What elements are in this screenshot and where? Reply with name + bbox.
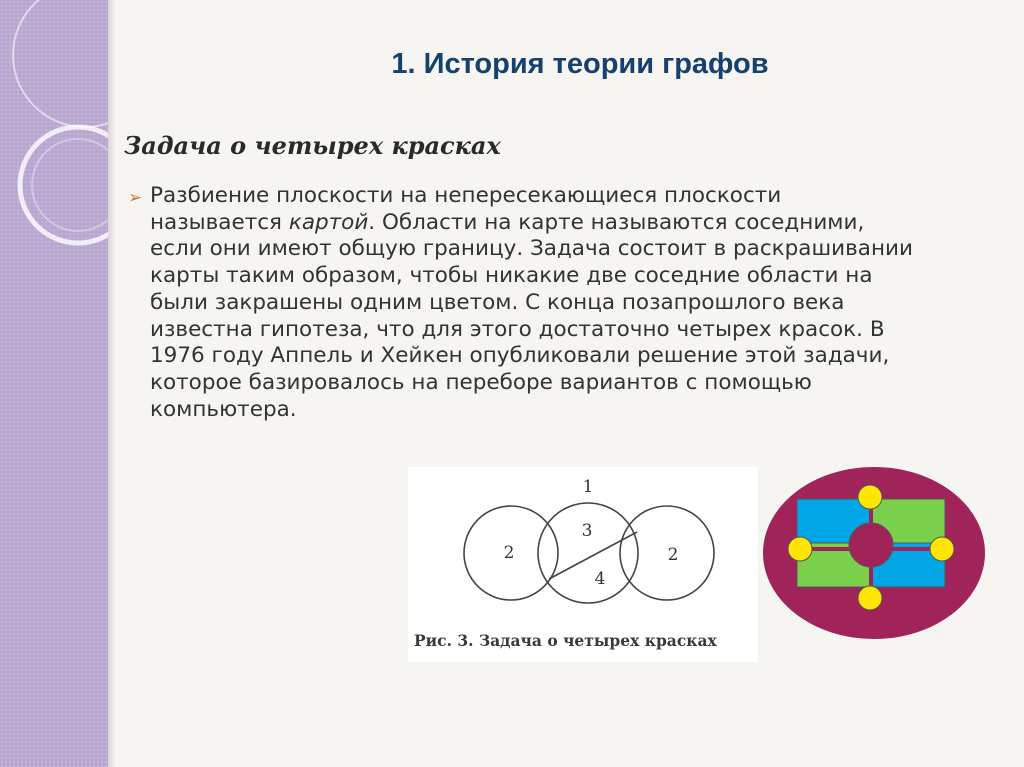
graph-node-bottom bbox=[858, 586, 882, 610]
colored-map-graph bbox=[760, 465, 992, 643]
decor-circles bbox=[0, 0, 108, 767]
paragraph-line: которое базировалось на переборе вариантов с помощью bbox=[150, 369, 812, 395]
paragraph-line: Разбиение плоскости на непересекающиеся плоскости bbox=[150, 183, 782, 208]
paragraph-line: 1976 году Аппель и Хейкен опубликовали решение этой задачи, bbox=[150, 343, 890, 369]
slide-title: 1. История теории графов bbox=[391, 48, 769, 80]
text-fragment: . Области на карте называются соседними, bbox=[368, 209, 865, 235]
region-label-left: 2 bbox=[503, 543, 515, 563]
region-label-3: 3 bbox=[581, 521, 593, 541]
graph-node-right bbox=[930, 537, 954, 561]
paragraph-line: компьютера. bbox=[150, 396, 297, 422]
section-heading: Задача о четырех красках bbox=[124, 131, 501, 160]
middle-circle bbox=[538, 503, 638, 603]
four-color-map-figure bbox=[408, 467, 758, 662]
region-label-1: 1 bbox=[582, 477, 594, 497]
paragraph-line: если они имеют общую границу. Задача состоит в раскрашивании bbox=[150, 236, 913, 262]
graph-node-top bbox=[858, 485, 882, 509]
term-karta: картой bbox=[288, 209, 369, 235]
region-label-right: 2 bbox=[667, 545, 679, 565]
bullet-arrow-icon: ➢ bbox=[128, 188, 143, 208]
region-label-4: 4 bbox=[594, 569, 606, 589]
graph-center-node bbox=[849, 523, 893, 567]
side-decor-panel bbox=[0, 0, 108, 767]
paragraph-line bbox=[150, 210, 1010, 237]
circles-diagram bbox=[408, 467, 758, 627]
graph-node-left bbox=[788, 537, 812, 561]
body-paragraph bbox=[150, 183, 1010, 423]
side-panel-shadow bbox=[108, 0, 116, 767]
paragraph-line: карты таким образом, чтобы никакие две соседние области на bbox=[150, 263, 873, 289]
paragraph-line: были закрашены одним цветом. С конца позапрошлого века bbox=[150, 289, 845, 315]
figure-caption: Рис. 3. Задача о четырех красках bbox=[414, 631, 717, 650]
colored-map-graph-figure bbox=[760, 465, 992, 643]
text-fragment: называется bbox=[150, 209, 289, 235]
paragraph-line: известна гипотеза, что для этого достаточно четырех красок. В bbox=[150, 316, 885, 342]
